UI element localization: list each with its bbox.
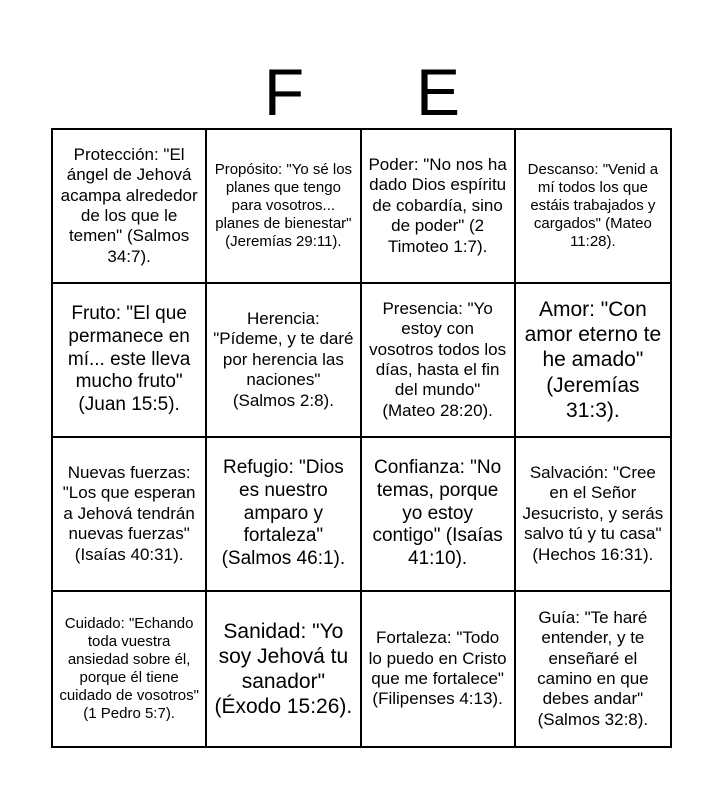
bingo-cell[interactable]: Sanidad: "Yo soy Jehová tu sanador" (Éxodo 15:26). bbox=[207, 592, 361, 746]
bingo-cell[interactable]: Descanso: "Venid a mí todos los que estáis trabajados y cargados" (Mateo 11:28). bbox=[516, 130, 670, 284]
bingo-cell[interactable]: Nuevas fuerzas: "Los que esperan a Jehová tendrán nuevas fuerzas" (Isaías 40:31). bbox=[53, 438, 207, 592]
header-letter-1: F bbox=[263, 55, 305, 129]
bingo-cell[interactable]: Salvación: "Cree en el Señor Jesucristo, y serás salvo tú y tu casa" (Hechos 16:31). bbox=[516, 438, 670, 592]
bingo-grid bbox=[51, 128, 672, 748]
bingo-cell[interactable]: Fruto: "El que permanece en mí... este lleva mucho fruto" (Juan 15:5). bbox=[53, 284, 207, 438]
bingo-cell[interactable]: Presencia: "Yo estoy con vosotros todos los días, hasta el fin del mundo" (Mateo 28:20). bbox=[362, 284, 516, 438]
bingo-cell[interactable]: Fortaleza: "Todo lo puedo en Cristo que me fortalece" (Filipenses 4:13). bbox=[362, 592, 516, 746]
bingo-cell[interactable]: Poder: "No nos ha dado Dios espíritu de cobardía, sino de poder" (2 Timoteo 1:7). bbox=[362, 130, 516, 284]
bingo-cell[interactable]: Guía: "Te haré entender, y te enseñaré el camino en que debes andar" (Salmos 32:8). bbox=[537, 607, 649, 729]
header-letter-2: E bbox=[415, 55, 461, 129]
bingo-cell[interactable]: Cuidado: "Echando toda vuestra ansiedad sobre él, porque él tiene cuidado de vosotros" (1 Pedro 5:7). bbox=[53, 592, 207, 746]
bingo-cell[interactable]: Protección: "El ángel de Jehová acampa alrededor de los que le temen" (Salmos 34:7). bbox=[53, 130, 207, 284]
bingo-cell[interactable]: Herencia: "Pídeme, y te daré por herencia las naciones" (Salmos 2:8). bbox=[207, 284, 361, 438]
header-letters bbox=[0, 52, 723, 132]
bingo-cell[interactable]: Refugio: "Dios es nuestro amparo y fortaleza" (Salmos 46:1). bbox=[207, 438, 361, 592]
bingo-cell[interactable]: Confianza: "No temas, porque yo estoy contigo" (Isaías 41:10). bbox=[362, 438, 516, 592]
bingo-cell[interactable]: Propósito: "Yo sé los planes que tengo para vosotros... planes de bienestar" (Jeremías 29:11). bbox=[207, 130, 361, 284]
bingo-cell[interactable]: Amor: "Con amor eterno te he amado" (Jeremías 31:3). bbox=[516, 284, 670, 438]
